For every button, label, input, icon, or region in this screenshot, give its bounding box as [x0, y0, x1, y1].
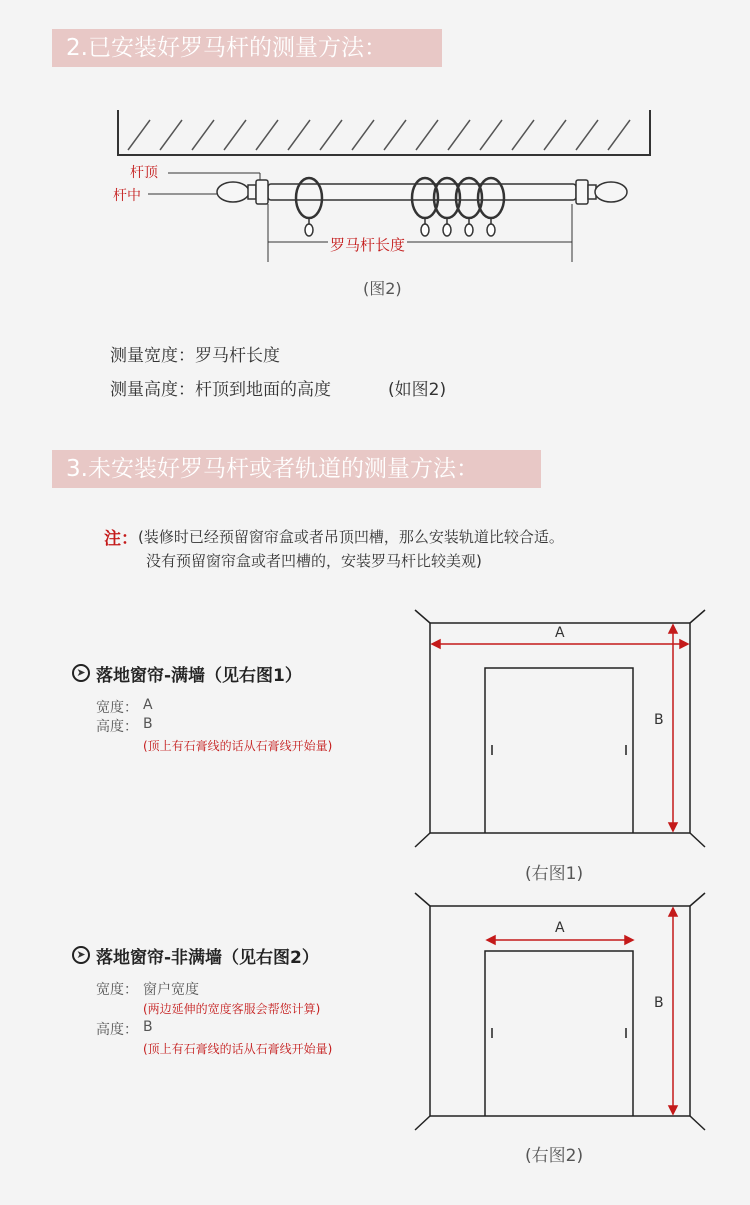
option1-width-value: A: [143, 697, 153, 713]
measure-width-text: 测量宽度：罗马杆长度: [110, 346, 280, 366]
fig1-dim-b: B: [654, 712, 664, 728]
ceiling-hatch: [118, 110, 650, 155]
option2-width-label: 宽度：: [96, 982, 138, 998]
fig2-dim-a: A: [555, 920, 565, 936]
figure2-caption: (图2): [363, 279, 402, 298]
fig1-dim-a: A: [555, 625, 565, 641]
note-label: 注：: [104, 529, 138, 549]
measure-height-ref: (如图2): [388, 380, 447, 400]
option1-height-value: B: [143, 716, 153, 732]
option2-height-note: (顶上有石膏线的话从石膏线开始量): [143, 1042, 333, 1056]
full-wall-diagram: [410, 605, 710, 855]
note-line-1: (装修时已经预留窗帘盒或者吊顶凹槽，那么安装轨道比较合适。: [138, 528, 564, 546]
arrow-circle-icon: ➤: [72, 664, 90, 682]
fig1-caption: (右图1): [525, 864, 584, 884]
rod-top-label: 杆顶: [130, 165, 158, 181]
measure-height-text: 测量高度：杆顶到地面的高度: [110, 380, 331, 400]
fig2-dim-b: B: [654, 995, 664, 1011]
option2-height-label: 高度：: [96, 1022, 138, 1038]
option2-width-value: 窗户宽度: [143, 982, 199, 998]
fig2-caption: (右图2): [525, 1146, 584, 1166]
length-dimension: [268, 204, 572, 262]
rod-length-label: 罗马杆长度: [330, 236, 406, 254]
option2-width-note: (两边延伸的宽度客服会帮您计算): [143, 1002, 321, 1016]
rod: [217, 180, 627, 204]
section3-header: 3.未安装好罗马杆或者轨道的测量方法：: [52, 450, 541, 488]
arrow-circle-icon: ➤: [72, 946, 90, 964]
option1-title: 落地窗帘-满墙（见右图1）: [96, 666, 302, 686]
option1-width-label: 宽度：: [96, 700, 138, 716]
option2-height-value: B: [143, 1019, 153, 1035]
option1-height-label: 高度：: [96, 719, 138, 735]
rod-middle-label: 杆中: [113, 188, 141, 204]
option1-height-note: (顶上有石膏线的话从石膏线开始量): [143, 739, 333, 753]
section2-header: 2.已安装好罗马杆的测量方法：: [52, 29, 442, 67]
option2-title: 落地窗帘-非满墙（见右图2）: [96, 948, 319, 968]
note-line-2: 没有预留窗帘盒或者凹槽的，安装罗马杆比较美观): [146, 552, 482, 570]
